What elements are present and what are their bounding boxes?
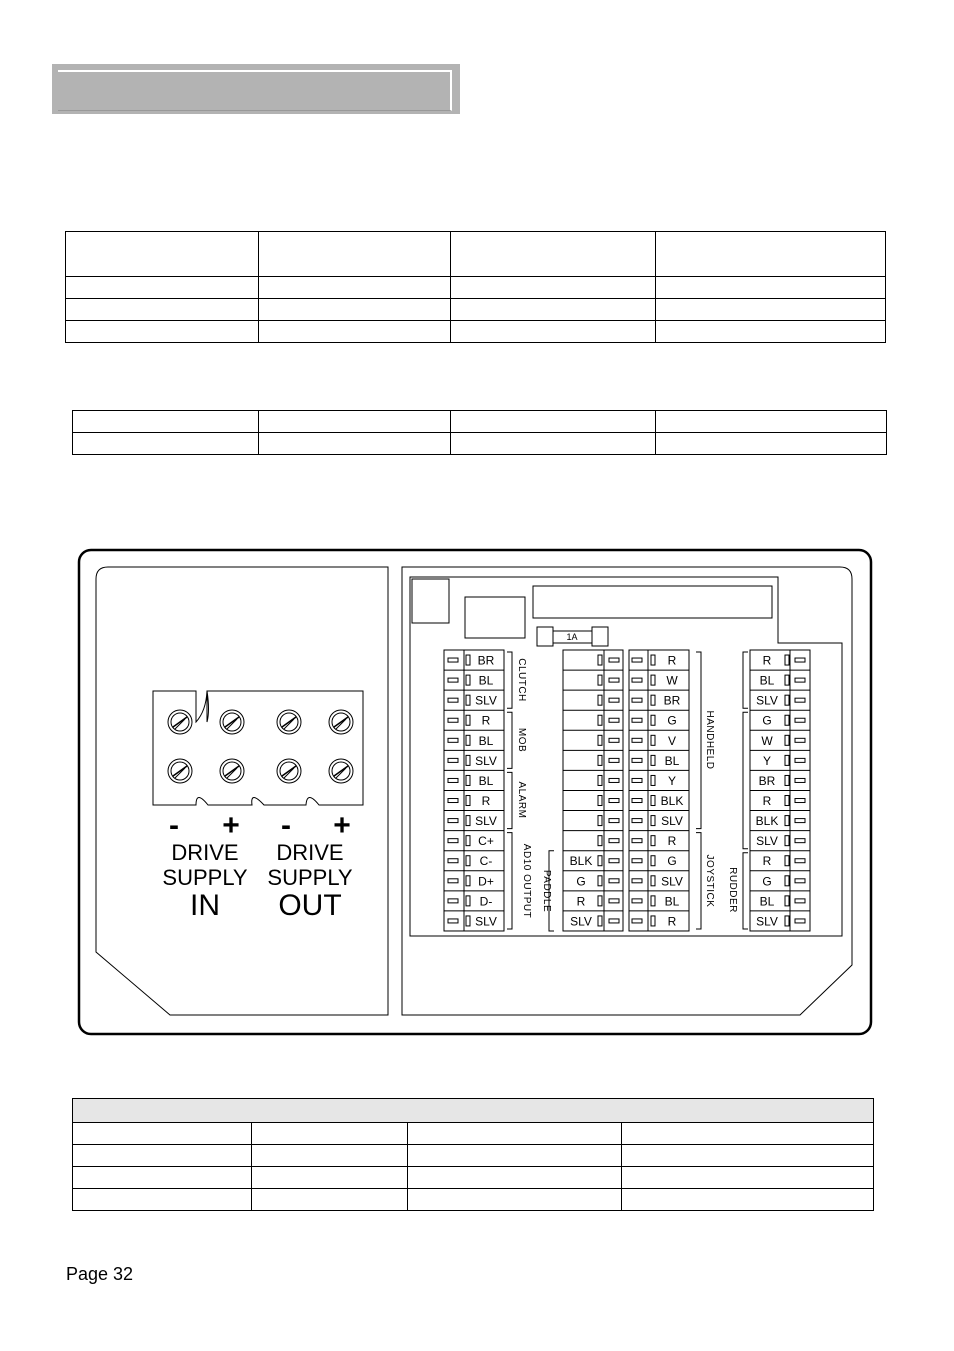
pin-contact — [466, 836, 470, 846]
group-bracket — [507, 712, 527, 768]
pin-label: R — [481, 713, 491, 728]
pin-contact — [466, 735, 470, 745]
pin-label: BL — [759, 673, 775, 688]
terminal-screw-slot — [173, 717, 187, 727]
pin-label: SLV — [661, 874, 683, 889]
group-label: JOYSTICK — [704, 854, 715, 908]
pin-contact — [795, 899, 805, 903]
pin-label: W — [666, 673, 678, 688]
group-bracket — [727, 853, 748, 929]
pin-contact — [795, 919, 805, 923]
pin-column-2 — [563, 650, 623, 931]
pin-label: BR — [758, 773, 776, 788]
pin-contact — [466, 816, 470, 826]
group-bracket-line — [507, 712, 512, 768]
pin-label: Y — [667, 773, 677, 788]
pin-contact — [632, 859, 642, 863]
pin-contact — [632, 738, 642, 742]
pin-contact — [632, 758, 642, 762]
pin-contact — [785, 755, 789, 765]
terminal-screw-slot — [225, 717, 239, 727]
table-3 — [72, 1098, 874, 1211]
pin-contact — [448, 799, 458, 803]
pin-contact — [598, 675, 602, 685]
pin-contact — [795, 698, 805, 702]
pin-contact — [651, 796, 655, 806]
pin-contact — [448, 879, 458, 883]
pin-label: R — [576, 894, 586, 909]
pin-label: BL — [664, 753, 680, 768]
pin-label: R — [667, 834, 677, 849]
group-bracket — [696, 652, 715, 829]
pin-contact — [795, 778, 805, 782]
pin-label: SLV — [475, 814, 497, 829]
pin-contact — [609, 919, 619, 923]
group-label: HANDHELD — [704, 710, 715, 770]
pin-label: SLV — [756, 834, 778, 849]
svg-text:DRIVE: DRIVE — [276, 840, 344, 865]
group-label: ALARM — [516, 781, 527, 819]
pin-contact — [609, 758, 619, 762]
pin-contact — [795, 799, 805, 803]
pin-contact — [651, 755, 655, 765]
pin-column-4 — [750, 650, 810, 931]
pin-label: BL — [478, 673, 494, 688]
pin-contact — [785, 816, 789, 826]
pin-label: SLV — [475, 693, 497, 708]
pin-label: C+ — [478, 834, 494, 849]
pin-contact — [598, 755, 602, 765]
pin-contact — [598, 876, 602, 886]
fuse-label: 1A — [566, 632, 578, 642]
pin-contact — [632, 879, 642, 883]
svg-text:OUT: OUT — [278, 889, 342, 922]
table-row — [73, 1145, 874, 1167]
pin-contact — [785, 655, 789, 665]
terminal-screw-slot — [334, 717, 348, 727]
pin-contact — [448, 698, 458, 702]
pin-label: Y — [762, 753, 772, 768]
pin-label: W — [761, 733, 773, 748]
pin-contact — [598, 715, 602, 725]
pin-contact — [785, 796, 789, 806]
drive-terminal-block — [153, 691, 363, 805]
svg-text:DRIVE: DRIVE — [171, 840, 239, 865]
pin-contact — [632, 678, 642, 682]
pin-contact — [795, 859, 805, 863]
terminal-sign: - — [169, 809, 179, 842]
pin-contact — [632, 819, 642, 823]
pin-contact — [448, 778, 458, 782]
group-bracket-line — [743, 853, 748, 929]
pin-contact — [651, 916, 655, 926]
enclosure-outline — [79, 550, 871, 1034]
pin-label: R — [667, 914, 677, 929]
pin-contact — [448, 738, 458, 742]
group-bracket — [507, 772, 527, 828]
pin-label: R — [481, 794, 491, 809]
table-row — [73, 1123, 874, 1145]
pin-contact — [598, 695, 602, 705]
pin-contact — [609, 678, 619, 682]
group-label: PADDLE — [541, 869, 552, 913]
table-row — [73, 1189, 874, 1211]
terminal-screw-slot — [225, 766, 239, 776]
pin-label: BLK — [569, 854, 593, 869]
pin-contact — [609, 698, 619, 702]
pin-contact — [609, 718, 619, 722]
group-bracket — [743, 712, 748, 848]
pin-contact — [785, 916, 789, 926]
pin-contact — [466, 796, 470, 806]
pin-label: SLV — [756, 914, 778, 929]
group-bracket-line — [696, 652, 701, 829]
pin-contact — [466, 916, 470, 926]
pin-contact — [651, 775, 655, 785]
pin-contact — [466, 896, 470, 906]
pin-contact — [632, 698, 642, 702]
pin-contact — [795, 758, 805, 762]
terminal-sign: + — [222, 809, 240, 842]
pin-label: G — [667, 854, 677, 869]
group-bracket-line — [507, 772, 512, 828]
pin-contact — [632, 799, 642, 803]
pin-contact — [448, 758, 458, 762]
group-label: AD10 OUTPUT — [521, 843, 532, 919]
pin-contact — [785, 775, 789, 785]
pin-contact — [448, 678, 458, 682]
pin-contact — [651, 675, 655, 685]
pin-label: BLK — [755, 814, 779, 829]
pin-contact — [632, 839, 642, 843]
pin-label: SLV — [475, 753, 497, 768]
pin-label: BL — [478, 773, 494, 788]
pin-contact — [448, 718, 458, 722]
pin-column-3 — [629, 650, 689, 931]
pin-contact — [632, 899, 642, 903]
table-row — [73, 1167, 874, 1189]
pin-contact — [466, 775, 470, 785]
pin-contact — [598, 735, 602, 745]
pin-contact — [651, 876, 655, 886]
pin-contact — [466, 675, 470, 685]
pin-contact — [598, 816, 602, 826]
drive-supply-out-label — [267, 809, 353, 922]
pin-contact — [609, 738, 619, 742]
pin-contact — [466, 695, 470, 705]
pin-column-1 — [444, 650, 504, 931]
pin-contact — [448, 919, 458, 923]
pin-contact — [466, 755, 470, 765]
pin-contact — [598, 836, 602, 846]
pin-contact — [795, 819, 805, 823]
pin-contact — [651, 655, 655, 665]
pin-label: G — [762, 874, 772, 889]
group-bracket — [507, 833, 532, 929]
group-bracket — [696, 833, 715, 929]
group-label: MOB — [516, 727, 527, 753]
pin-contact — [785, 715, 789, 725]
pin-label: V — [667, 733, 677, 748]
pin-label: SLV — [570, 914, 592, 929]
terminal-sign: + — [333, 809, 351, 842]
pin-contact — [651, 715, 655, 725]
pin-label: BL — [759, 894, 775, 909]
pin-label: G — [576, 874, 586, 889]
pcb-connector-strip — [533, 586, 772, 618]
pin-label: BL — [664, 894, 680, 909]
pin-contact — [651, 816, 655, 826]
pin-contact — [598, 896, 602, 906]
pin-contact — [785, 836, 789, 846]
pin-contact — [466, 856, 470, 866]
pin-label: C- — [479, 854, 493, 869]
pin-contact — [795, 678, 805, 682]
pin-contact — [466, 876, 470, 886]
group-label: RUDDER — [727, 867, 738, 913]
pin-label: R — [667, 653, 677, 668]
pin-contact — [651, 836, 655, 846]
terminal-screw-slot — [282, 766, 296, 776]
group-bracket — [507, 652, 527, 708]
pin-label: R — [762, 653, 772, 668]
table-row — [73, 1099, 874, 1123]
pin-contact — [785, 876, 789, 886]
group-bracket-line — [507, 652, 512, 708]
pin-contact — [609, 839, 619, 843]
group-bracket — [541, 851, 554, 931]
pin-contact — [795, 879, 805, 883]
pcb-component — [465, 597, 525, 638]
pin-label: G — [667, 713, 677, 728]
pin-contact — [448, 859, 458, 863]
pin-contact — [609, 799, 619, 803]
page-number: Page 32 — [66, 1264, 134, 1284]
pin-label: D- — [479, 894, 493, 909]
pin-contact — [795, 738, 805, 742]
pin-label: SLV — [756, 693, 778, 708]
pin-contact — [632, 919, 642, 923]
pin-contact — [651, 695, 655, 705]
group-bracket-line — [696, 833, 701, 929]
drive-supply-in-label — [162, 809, 248, 922]
pin-contact — [609, 778, 619, 782]
pin-contact — [609, 899, 619, 903]
pin-contact — [795, 658, 805, 662]
left-compartment — [96, 567, 388, 1015]
pin-contact — [785, 735, 789, 745]
svg-text:SUPPLY: SUPPLY — [267, 865, 353, 890]
pin-contact — [598, 856, 602, 866]
pin-contact — [598, 916, 602, 926]
pin-contact — [448, 658, 458, 662]
pin-label: G — [762, 713, 772, 728]
pin-label: BLK — [660, 794, 684, 809]
pin-contact — [795, 718, 805, 722]
pin-contact — [448, 819, 458, 823]
pin-contact — [609, 859, 619, 863]
pin-contact — [795, 839, 805, 843]
pin-contact — [609, 879, 619, 883]
svg-text:IN: IN — [190, 889, 220, 922]
pin-contact — [632, 718, 642, 722]
svg-text:SUPPLY: SUPPLY — [162, 865, 248, 890]
terminal-screw-slot — [282, 717, 296, 727]
group-bracket — [743, 652, 748, 708]
pin-contact — [466, 655, 470, 665]
pin-contact — [598, 796, 602, 806]
pin-contact — [448, 839, 458, 843]
pin-contact — [609, 819, 619, 823]
terminal-sign: - — [281, 809, 291, 842]
pin-contact — [785, 896, 789, 906]
pin-contact — [785, 695, 789, 705]
group-label: CLUTCH — [516, 658, 527, 702]
right-compartment — [402, 567, 852, 1015]
pin-label: BR — [663, 693, 681, 708]
group-bracket-line — [743, 712, 748, 848]
pin-label: SLV — [661, 814, 683, 829]
fuse-holder — [592, 627, 608, 646]
pin-contact — [785, 675, 789, 685]
pin-contact — [466, 715, 470, 725]
pin-label: R — [762, 854, 772, 869]
pin-label: D+ — [478, 874, 494, 889]
pin-contact — [632, 658, 642, 662]
pin-label: BR — [477, 653, 495, 668]
pin-label: SLV — [475, 914, 497, 929]
pin-contact — [651, 896, 655, 906]
pcb-component — [412, 579, 449, 623]
group-bracket-line — [507, 833, 512, 929]
pin-contact — [785, 856, 789, 866]
pin-contact — [598, 655, 602, 665]
pin-contact — [609, 658, 619, 662]
pin-contact — [651, 735, 655, 745]
pin-contact — [448, 899, 458, 903]
pin-contact — [651, 856, 655, 866]
fuse-holder — [537, 627, 553, 646]
pin-label: R — [762, 794, 772, 809]
pin-label: BL — [478, 733, 494, 748]
terminal-screw-slot — [334, 766, 348, 776]
pin-contact — [632, 778, 642, 782]
group-bracket-line — [743, 652, 748, 708]
pin-contact — [598, 775, 602, 785]
terminal-screw-slot — [173, 766, 187, 776]
